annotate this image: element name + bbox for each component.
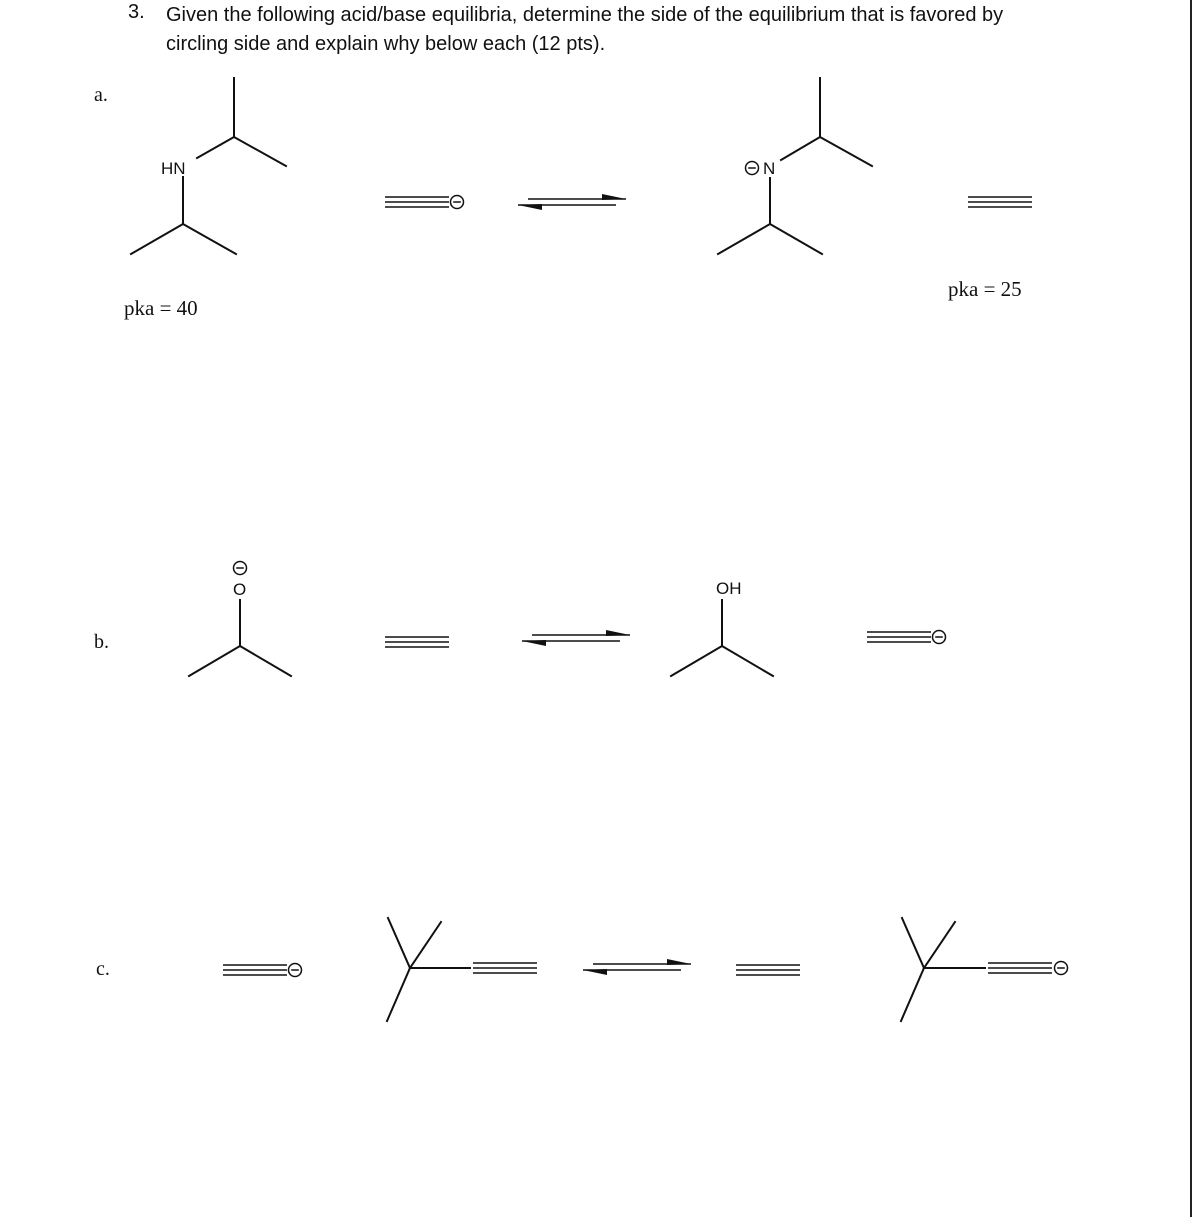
- pka-right-a: pka = 25: [948, 277, 1022, 301]
- alkoxide-atom-label: O: [233, 580, 247, 599]
- part-label-c: c.: [96, 958, 110, 980]
- acetylide-anion-a: [385, 196, 464, 209]
- acetylide-anion-b: [867, 631, 946, 644]
- acetylene-b: [385, 637, 449, 647]
- pka-left-a: pka = 40: [124, 296, 198, 320]
- amide-atom-label: N: [763, 159, 776, 178]
- equilibrium-arrow-icon: [583, 959, 691, 975]
- isopropanol-molecule: [671, 579, 773, 676]
- tert-butylacetylide-anion: [901, 918, 1068, 1021]
- question-line-2: circling side and explain why below each (12 pts).: [166, 33, 606, 55]
- question-number: 3.: [128, 1, 145, 23]
- diisopropylamide-anion: [718, 78, 872, 254]
- tert-butylacetylene-reactant: [387, 918, 537, 1021]
- negative-charge-icon: [234, 562, 247, 575]
- negative-charge-icon: [451, 196, 464, 209]
- acetylene-c: [736, 965, 800, 975]
- negative-charge-icon: [1055, 962, 1068, 975]
- amine-atom-label: HN: [161, 159, 186, 178]
- part-label-b: b.: [94, 631, 109, 653]
- question-line-1: Given the following acid/base equilibria, determine the side of the equilibrium that is favored by: [166, 4, 1004, 26]
- isopropoxide-anion: [189, 562, 291, 677]
- diisopropylamine-molecule: [131, 78, 286, 254]
- hydroxyl-atom-label: OH: [716, 579, 742, 598]
- part-label-a: a.: [94, 84, 108, 106]
- equilibrium-arrow-icon: [522, 630, 630, 646]
- negative-charge-icon: [933, 631, 946, 644]
- negative-charge-icon: [289, 964, 302, 977]
- negative-charge-icon: [746, 162, 759, 175]
- acetylide-anion-c: [223, 964, 302, 977]
- equilibrium-arrow-icon: [518, 194, 626, 210]
- acetylene-a: [968, 197, 1032, 207]
